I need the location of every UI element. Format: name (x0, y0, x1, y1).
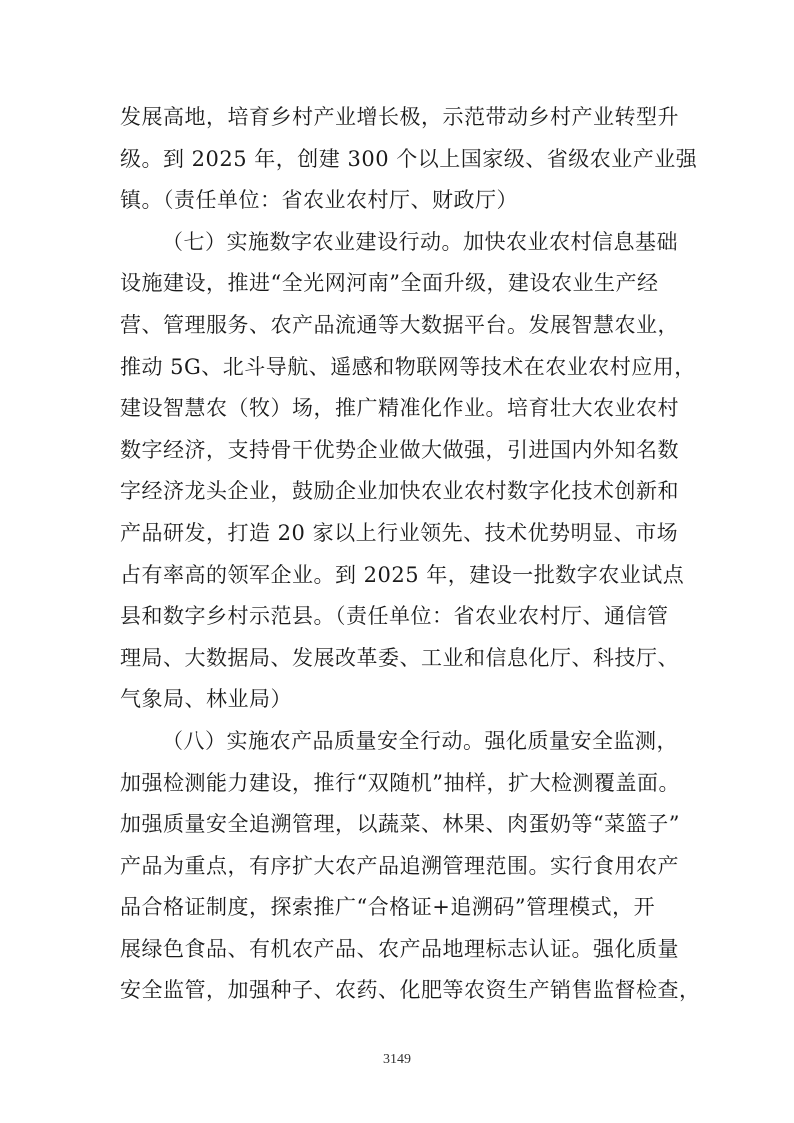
text-line: 加强质量安全追溯管理，以蔬菜、林果、肉蛋奶等“菜篮子” (120, 812, 680, 837)
paragraph-heading-8: （八）实施农产品质量安全行动。强化质量安全监测， (162, 728, 678, 753)
text-line: 镇。（责任单位：省农业农村厅、财政厅） (120, 188, 518, 213)
text-line: 建设智慧农（牧）场，推广精准化作业。培育壮大农业农村 (120, 396, 679, 421)
text-line: 占有率高的领军企业。到 2025 年，建设一批数字农业试点 (120, 562, 685, 587)
text-line: 营、管理服务、农产品流通等大数据平台。发展智慧农业， (120, 312, 679, 337)
text-line: 产品为重点，有序扩大农产品追溯管理范围。实行食用农产 (120, 853, 679, 878)
text-line: 安全监管，加强种子、农药、化肥等农资生产销售监督检查， (120, 978, 701, 1003)
text-line: 字经济龙头企业，鼓励企业加快农业农村数字化技术创新和 (120, 479, 679, 504)
document-body (120, 97, 701, 1012)
text-line: 设施建设，推进“全光网河南”全面升级，建设农业生产经 (120, 271, 659, 296)
page-number: 3149 (383, 1052, 411, 1067)
text-line: 产品研发，打造 20 家以上行业领先、技术优势明显、市场 (120, 520, 679, 545)
paragraph-heading-7: （七）实施数字农业建设行动。加快农业农村信息基础 (162, 229, 678, 254)
text-line: 发展高地，培育乡村产业增长极，示范带动乡村产业转型升 (120, 105, 679, 129)
text-line: 理局、大数据局、发展改革委、工业和信息化厅、科技厅、 (120, 645, 679, 670)
text-line: 品合格证制度，探索推广“合格证+追溯码”管理模式，开 (120, 895, 656, 920)
text-line: 数字经济，支持骨干优势企业做大做强，引进国内外知名数 (120, 437, 679, 462)
text-line: 气象局、林业局） (120, 687, 292, 712)
text-line: 加强检测能力建设，推行“双随机”抽样，扩大检测覆盖面。 (120, 770, 680, 795)
text-line: 级。到 2025 年，创建 300 个以上国家级、省级农业产业强 (120, 146, 698, 171)
text-line: 展绿色食品、有机农产品、农产品地理标志认证。强化质量 (120, 936, 679, 961)
text-line: 推动 5G、北斗导航、遥感和物联网等技术在农业农村应用， (120, 354, 696, 379)
text-line: 县和数字乡村示范县。（责任单位：省农业农村厅、通信管 (120, 604, 669, 629)
